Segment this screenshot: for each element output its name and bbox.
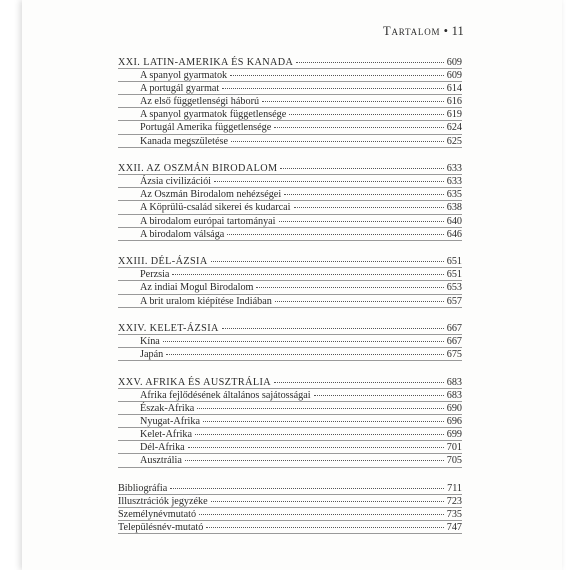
dot-leader	[294, 207, 444, 208]
section-entry	[140, 215, 462, 228]
running-head	[383, 24, 464, 39]
dot-leader	[222, 328, 444, 329]
entry-page-number: 635	[446, 189, 462, 201]
entry-title: XXIV. KELET-ÁZSIA	[118, 323, 219, 335]
table-of-contents	[118, 56, 462, 534]
entry-title: Perzsia	[140, 269, 170, 281]
entry-title: Dél-Afrika	[140, 442, 185, 454]
entry-title: Bibliográfia	[118, 483, 168, 495]
entry-title: A birodalom válsága	[140, 228, 225, 240]
dot-leader	[211, 501, 444, 502]
appendix-entry	[118, 508, 462, 521]
section-entry	[140, 95, 462, 108]
dot-leader	[256, 287, 443, 288]
entry-page-number: 675	[446, 349, 462, 361]
running-head-page-number: 11	[451, 24, 464, 38]
chapter-heading	[118, 56, 462, 69]
entry-page-number: 690	[446, 403, 462, 415]
entry-title: A Köprülü-család sikerei és kudarcai	[140, 202, 291, 214]
entry-title: Személynévmutató	[118, 509, 197, 521]
entry-page-number: 625	[446, 135, 462, 147]
entry-title: Településnév-mutató	[118, 522, 204, 534]
entry-page-number: 653	[446, 282, 462, 294]
dot-leader	[314, 395, 444, 396]
section-entry	[140, 454, 462, 467]
dot-leader	[274, 382, 444, 383]
section-entry	[140, 389, 462, 402]
entry-page-number: 667	[446, 336, 462, 348]
dot-leader	[195, 434, 444, 435]
running-head-label: Tartalom	[383, 24, 441, 38]
entry-title: A brit uralom kiépítése Indiában	[140, 295, 272, 307]
entry-page-number: 609	[446, 70, 462, 82]
entry-title: A birodalom európai tartományai	[140, 215, 276, 227]
chapter-block	[118, 255, 462, 307]
appendix-entry	[118, 482, 462, 495]
dot-leader	[230, 75, 444, 76]
entry-page-number: 723	[446, 496, 462, 508]
appendix-block	[118, 482, 462, 534]
entry-page-number: 683	[446, 389, 462, 401]
entry-title: Kelet-Afrika	[140, 429, 193, 441]
entry-page-number: 699	[446, 429, 462, 441]
entry-page-number: 646	[446, 228, 462, 240]
entry-title: Illusztrációk jegyzéke	[118, 496, 208, 508]
dot-leader	[170, 488, 444, 489]
chapter-block	[118, 162, 462, 241]
entry-page-number: 614	[446, 83, 462, 95]
entry-title: A spanyol gyarmatok	[140, 70, 228, 82]
entry-page-number: 651	[446, 256, 462, 268]
entry-page-number: 735	[446, 509, 462, 521]
dot-leader	[296, 62, 443, 63]
entry-title: Az indiai Mogul Birodalom	[140, 282, 254, 294]
section-entry	[140, 415, 462, 428]
entry-title: XXII. AZ OSZMÁN BIRODALOM	[118, 163, 278, 175]
dot-leader	[166, 354, 444, 355]
entry-title: A portugál gyarmat	[140, 83, 220, 95]
section-entry	[140, 121, 462, 134]
dot-leader	[163, 341, 444, 342]
chapter-block	[118, 322, 462, 361]
section-entry	[140, 201, 462, 214]
section-entry	[140, 348, 462, 361]
entry-page-number: 616	[446, 96, 462, 108]
chapter-block	[118, 376, 462, 468]
dot-leader	[211, 261, 444, 262]
section-entry	[140, 175, 462, 188]
entry-page-number: 651	[446, 269, 462, 281]
entry-page-number: 633	[446, 163, 462, 175]
section-entry	[140, 69, 462, 82]
section-entry	[140, 441, 462, 454]
dot-leader	[289, 114, 443, 115]
entry-page-number: 747	[446, 522, 462, 534]
entry-title: Japán	[140, 349, 164, 361]
dot-leader	[280, 168, 443, 169]
entry-page-number: 638	[446, 202, 462, 214]
entry-page-number: 633	[446, 176, 462, 188]
entry-page-number: 640	[446, 215, 462, 227]
section-entry	[140, 82, 462, 95]
section-entry	[140, 335, 462, 348]
entry-page-number: 705	[446, 455, 462, 467]
section-entry	[140, 135, 462, 148]
entry-title: Afrika fejlődésének általános sajátosságai	[140, 389, 311, 401]
entry-title: A spanyol gyarmatok függetlensége	[140, 109, 287, 121]
entry-title: Az Oszmán Birodalom nehézségei	[140, 189, 282, 201]
entry-title: Portugál Amerika függetlensége	[140, 122, 272, 134]
entry-title: Észak-Afrika	[140, 403, 195, 415]
section-entry	[140, 188, 462, 201]
chapter-heading	[118, 255, 462, 268]
entry-title: Az első függetlenségi háború	[140, 96, 260, 108]
section-entry	[140, 108, 462, 121]
entry-page-number: 711	[447, 483, 462, 495]
dot-leader	[222, 88, 444, 89]
entry-title: Kanada megszületése	[140, 135, 228, 147]
chapter-heading	[118, 376, 462, 389]
section-entry	[140, 402, 462, 415]
dot-leader	[274, 127, 443, 128]
dot-leader	[279, 221, 444, 222]
entry-page-number: 683	[446, 376, 462, 388]
dot-leader	[185, 460, 444, 461]
entry-page-number: 609	[446, 57, 462, 68]
entry-title: Kína	[140, 336, 160, 348]
entry-title: XXI. LATIN-AMERIKA ÉS KANADA	[118, 57, 294, 68]
book-page	[22, 0, 562, 570]
entry-page-number: 619	[446, 109, 462, 121]
dot-leader	[275, 301, 444, 302]
dot-leader	[231, 141, 444, 142]
entry-page-number: 657	[446, 295, 462, 307]
entry-page-number: 696	[446, 416, 462, 428]
appendix-entry	[118, 521, 462, 534]
dot-leader	[227, 234, 443, 235]
entry-title: Ázsia civilizációi	[140, 176, 211, 188]
entry-title: Ausztrália	[140, 455, 182, 467]
entry-page-number: 667	[446, 323, 462, 335]
chapter-heading	[118, 162, 462, 175]
section-entry	[140, 228, 462, 241]
section-entry	[140, 295, 462, 308]
section-entry	[140, 268, 462, 281]
section-entry	[140, 281, 462, 294]
entry-title: Nyugat-Afrika	[140, 416, 200, 428]
chapter-heading	[118, 322, 462, 335]
dot-leader	[214, 181, 444, 182]
dot-leader	[199, 514, 444, 515]
dot-leader	[262, 101, 444, 102]
entry-page-number: 701	[446, 442, 462, 454]
dot-leader	[188, 447, 444, 448]
entry-page-number: 624	[446, 122, 462, 134]
dot-leader	[172, 274, 443, 275]
running-head-separator: •	[443, 24, 449, 38]
entry-title: XXIII. DÉL-ÁZSIA	[118, 256, 208, 268]
entry-title: XXV. AFRIKA ÉS AUSZTRÁLIA	[118, 376, 272, 388]
section-entry	[140, 428, 462, 441]
chapter-block	[118, 56, 462, 148]
appendix-entry	[118, 495, 462, 508]
dot-leader	[197, 408, 443, 409]
dot-leader	[284, 194, 444, 195]
dot-leader	[203, 421, 444, 422]
dot-leader	[206, 527, 443, 528]
